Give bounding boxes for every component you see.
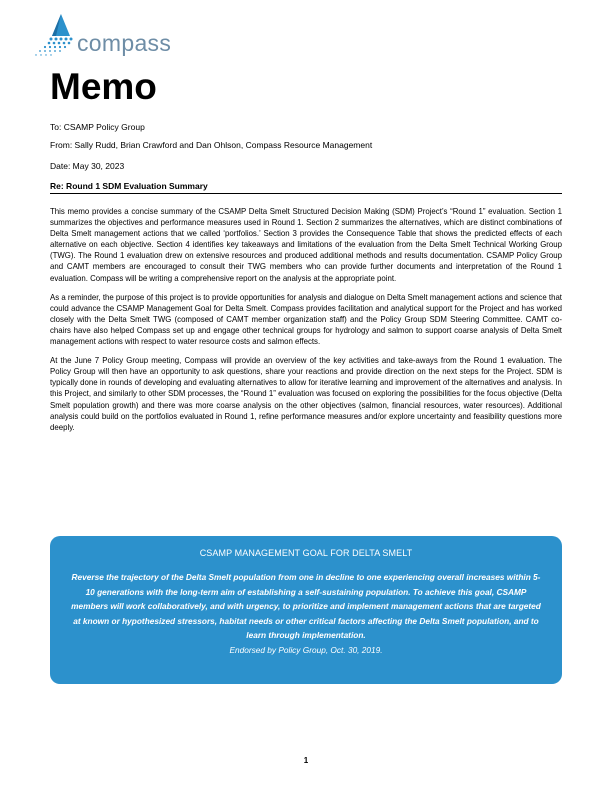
memo-date: Date: May 30, 2023 — [50, 161, 125, 171]
logo-wordmark: compass — [77, 30, 172, 56]
memo-title: Memo — [50, 66, 157, 107]
memo-re: Re: Round 1 SDM Evaluation Summary — [50, 181, 208, 191]
re-divider — [50, 193, 562, 194]
memo-to: To: CSAMP Policy Group — [50, 122, 145, 132]
management-goal-callout — [50, 536, 562, 684]
body-paragraph-2: As a reminder, the purpose of this project is to provide opportunities for analysis and dialogue on Delta Smelt management actions and science that could advance the CSAMP Management Goal for Delta Smelt. Compass provides facilitation and analytical support for the Project and has worked closely with the Delta Smelt TWG (composed of CAMT member organization staff) and the Policy Group SDM Steering Committee. CAMT co-chairs have also helped Compass set up and engage other technical groups for hydrology and salmon to support coarse analysis of Delta Smelt management actions with respect to water resource costs and salmon effects. — [50, 292, 562, 347]
memo-from: From: Sally Rudd, Brian Crawford and Dan Ohlson, Compass Resource Management — [50, 140, 373, 150]
compass-logo — [30, 12, 170, 58]
goal-heading: CSAMP MANAGEMENT GOAL FOR DELTA SMELT — [199, 548, 413, 558]
page-number: 1 — [303, 756, 309, 765]
body-paragraph-1: This memo provides a concise summary of the CSAMP Delta Smelt Structured Decision Making (SDM) Project’s “Round 1” evaluation. Section 1 summarizes the objectives and performance measures used in Round 1. Section 2 summarizes the alternatives, which are distinct combinations of Delta Smelt management actions that we called ‘portfolios.’ Section 3 provides the Consequence Table that shows the predicted effects of each alternative on each objective. Section 4 identifies key takeaways and limitations of the evaluation from the Delta Smelt Technical Working Group (TWG). The Round 1 evaluation drew on extensive resources and produced additional methods and results documentation. CSAMP Policy Group and CAMT members are encouraged to consult their TWG members who can provide further documents and interpretation of the Round 1 evaluation. Compass will be writing a comprehensive report on the analysis at the appropriate point. — [50, 207, 562, 283]
memo-body — [50, 206, 562, 441]
goal-text: Reverse the trajectory of the Delta Smelt population from one in decline to one experiencing overall increases within 5-10 generations with the long-term aim of establishing a self-sustaining population. To achieve this goal, CSAMP members will work collaboratively, and with urgency, to prioritize and implement management actions that are targeted at known or hypothesized stressors, habitat needs or other critical factors affecting the Delta Smelt population, and to learn through implementation. — [71, 572, 541, 640]
goal-endorsement: Endorsed by Policy Group, Oct. 30, 2019. — [229, 644, 383, 655]
compass-peak-icon — [30, 12, 76, 58]
body-paragraph-3: At the June 7 Policy Group meeting, Compass will provide an overview of the key activities and take-aways from the Round 1 evaluation. The Policy Group will then have an opportunity to ask questions, share your reactions and provide direction on the next steps for the Project. SDM is typically done in rounds of developing and evaluating alternatives to allow for iterative learning and improvement of the alternatives and analysis. In this Project, and similarly to other SDM processes, the “Round 1” evaluation was focused on exploring the possibilities for the focus objective (Delta Smelt population growth) and there was more coarse analysis on the other objectives (salmon, financial resources, water resources). Additional analysis could build on the portfolios evaluated in Round 1, refine performance measures and/or explore uncertainty and feasibility questions more deeply. — [50, 356, 562, 432]
